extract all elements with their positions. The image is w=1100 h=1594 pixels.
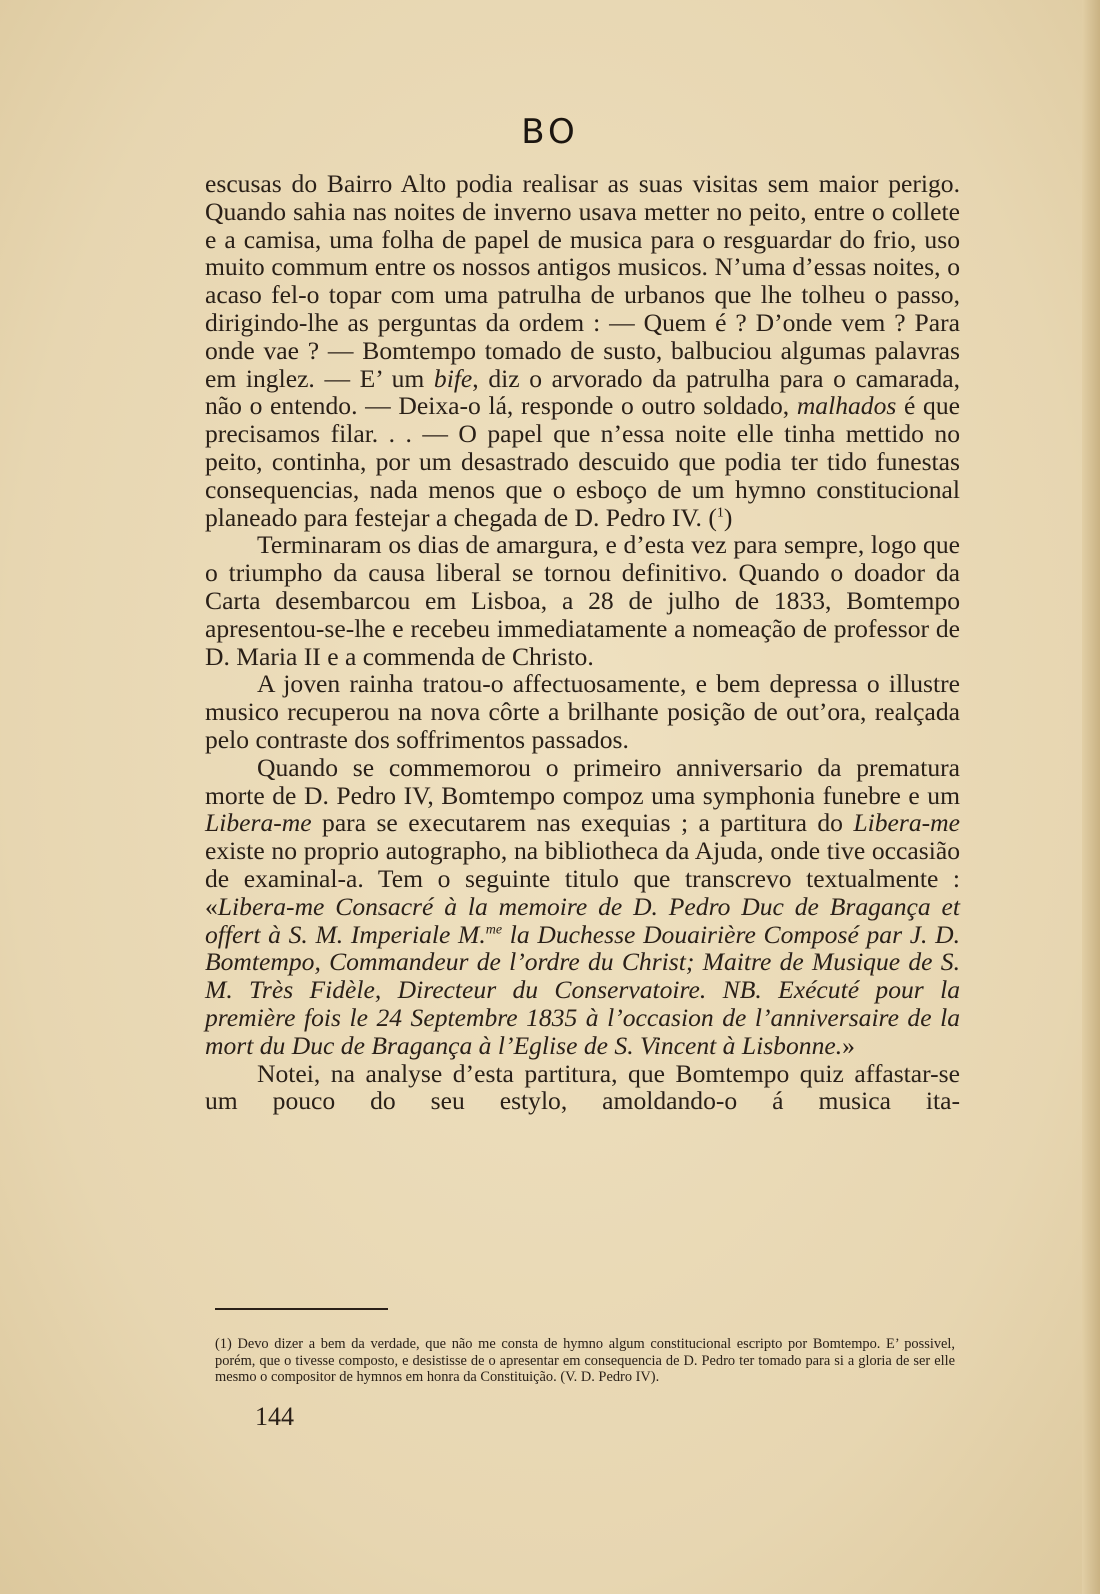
- paragraph-3: A joven rainha tratou-o affectuosamente, e bem depressa o illustre musico recuperou na nova côrte a brilhante posição de out’ora, realçada pelo contraste dos soffrimentos passados.: [205, 669, 960, 754]
- footnote-text: Devo dizer a bem da verdade, que não me consta de hymno algum constitucional escripto por Bomtempo. E’ possivel, porém, que o tivesse composto, e desistisse de o apresentar em consequencia de D. Pedro ter tomado para si a gloria de ser elle mesmo o compositor de hymnos em honra da Constituição. (V. D. Pedro IV).: [215, 1336, 955, 1386]
- running-head: BO: [521, 112, 579, 152]
- paragraph-2: Terminaram os dias de amargura, e d’esta vez para sempre, logo que o triumpho da causa liberal se tornou definitivo. Quando o doador da Carta desembarcou em Lisboa, a 28 de julho de 1833, Bomtempo apresentou-se-lhe e recebeu immediatamente a nomeação de professor de D. Maria II e a commenda de Christo.: [205, 530, 960, 671]
- paragraph-1: [205, 170, 960, 531]
- italic-word: Libera-me: [205, 808, 312, 838]
- superscript: me: [485, 921, 503, 937]
- italic-word: malhados: [796, 391, 897, 421]
- text-span: , diz o arvorado da patrulha para o camarada, não o entendo. — Deixa-o lá, responde o outro soldado,: [205, 363, 961, 421]
- text-span: escusas do Bairro Alto podia realisar as suas visitas sem maior perigo. Quando sahia nas noites de inverno usava metter no peito, entre o collete e a camisa, uma folha de papel de musica para o resguardar do frio, uso muito commum entre os nossos antigos musicos. N’uma d’essas noites, o acaso fel-o topar com uma patrulha de urbanos que lhe tolheu o passo, dirigindo-lhe as perguntas da ordem : — Quem é ? D’onde vem ? Para onde vae ? — Bomtempo tomado de susto, balbuciou algumas palavras em inglez. — E’ um: [205, 169, 960, 393]
- paragraph-4: [205, 754, 960, 1060]
- footnote-rule: [215, 1308, 388, 1310]
- text-span: »: [842, 1030, 855, 1060]
- text-span: existe no proprio autographo, na bibliotheca da Ajuda, onde tive occasião de examinal-a. Tem o seguinte titulo que transcrevo textualmente : «: [205, 836, 960, 921]
- text-span: ): [723, 502, 733, 532]
- main-text: [205, 170, 960, 1115]
- footnote-ref: 1: [716, 505, 724, 521]
- page-edge: [1082, 0, 1100, 1594]
- italic-word: Libera-me: [853, 808, 960, 838]
- page-number: 144: [255, 1402, 294, 1431]
- paragraph-5: Notei, na analyse d’esta partitura, que Bomtempo quiz affastar-se um pouco do seu estylo, amoldando-o á musica ita-: [205, 1058, 960, 1116]
- text-span: para se executarem nas exequias ; a partitura do: [311, 808, 854, 838]
- text-span: é que precisamos filar. . . — O papel que n’essa noite elle tinha mettido no peito, continha, por um desastrado descuido que podia ter tido funestas consequencias, nada menos que o esboço de um hymno constitucional planeado para festejar a chegada de D. Pedro IV. (: [205, 391, 960, 532]
- italic-quote: Libera-me Consacré à la memoire de D. Pedro Duc de Bragança et offert à S. M. Imperiale M.: [205, 891, 960, 949]
- footnote: [215, 1336, 955, 1386]
- text-span: Quando se commemorou o primeiro anniversario da prematura morte de D. Pedro IV, Bomtempo compoz uma symphonia funebre e um: [205, 752, 960, 810]
- italic-quote: la Duchesse Douairière Composé par J. D. Bomtempo, Commandeur de l’ordre du Christ; Maitre de Musique de S. M. Très Fidèle, Directeur du Conservatoire. NB. Exécuté pour la première fois le 24 Septembre 1835 à l’occasion de l’anniversaire de la mort du Duc de Bragança à l’Eglise de S. Vincent à Lisbonne.: [205, 919, 961, 1060]
- footnote-label: (1): [215, 1336, 232, 1352]
- italic-word: bife: [433, 363, 473, 393]
